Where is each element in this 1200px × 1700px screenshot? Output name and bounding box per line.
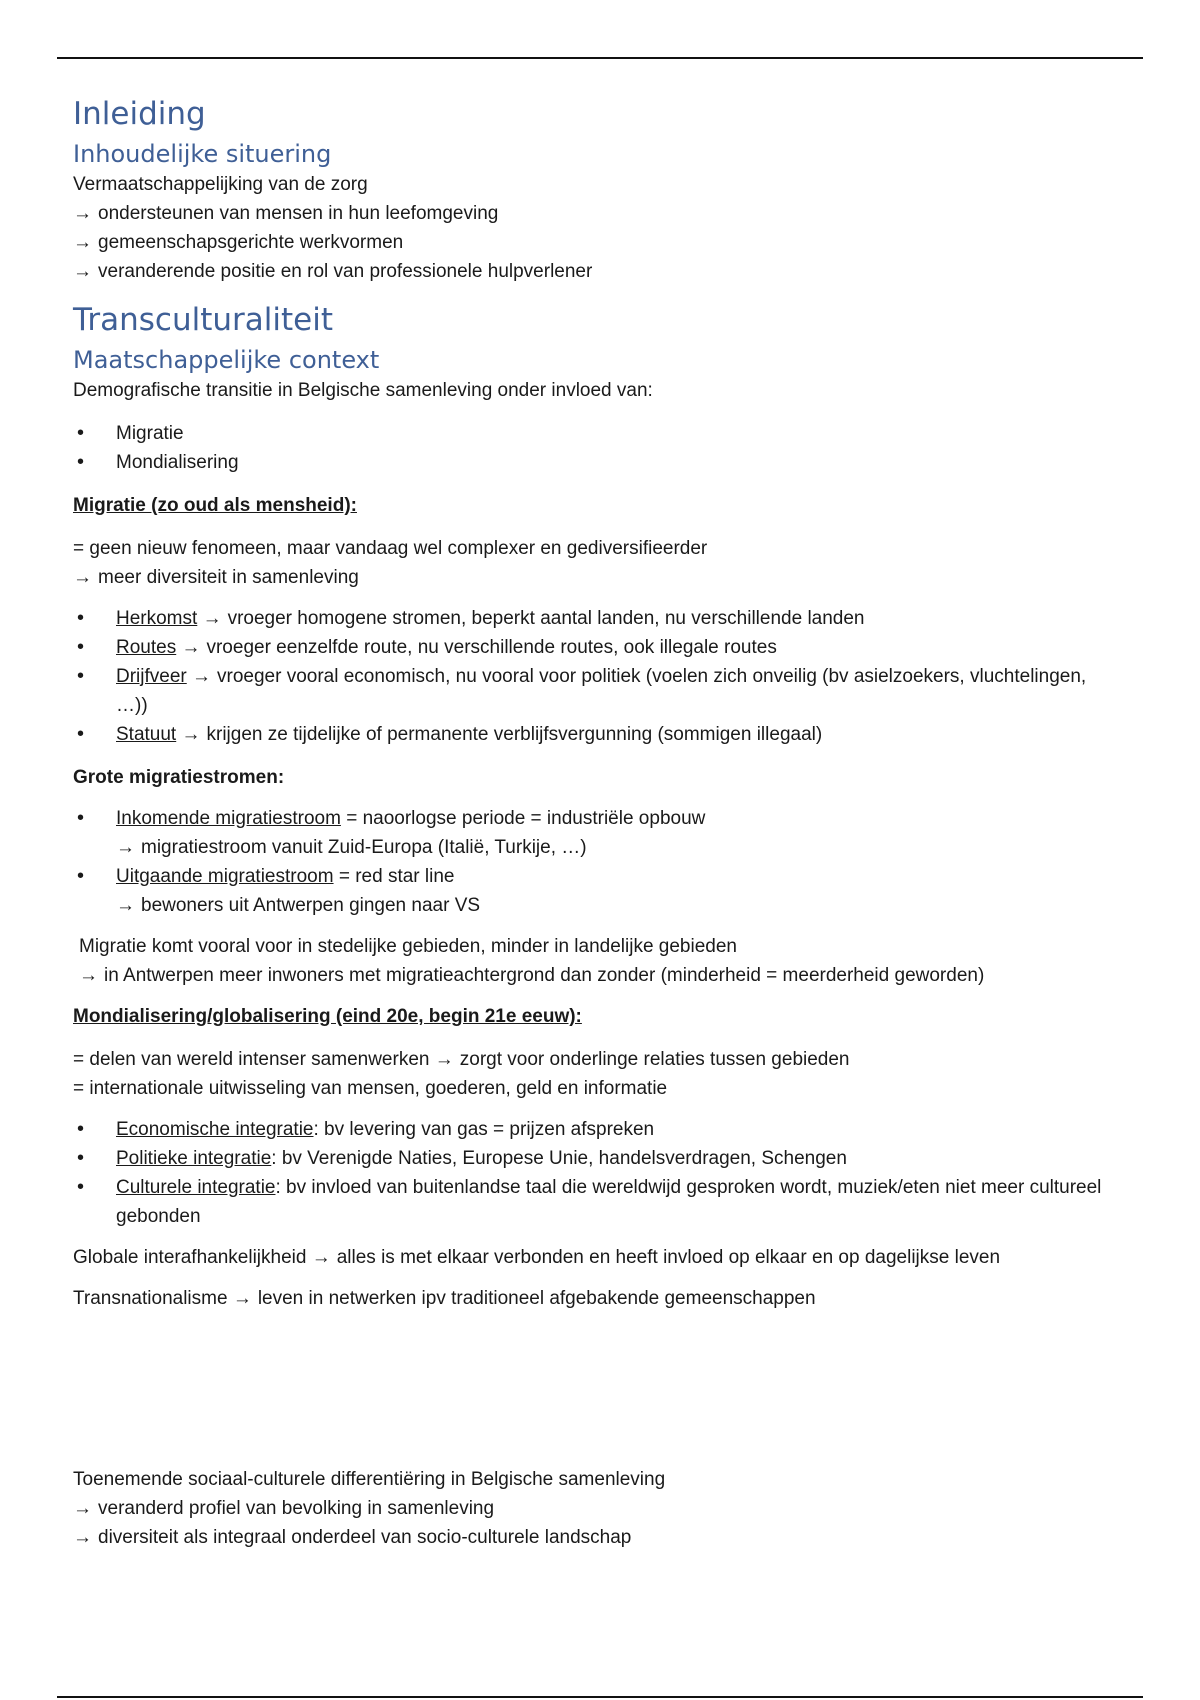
transnationalism-line: Transnationalisme → leven in netwerken ipv traditioneel afgebakende gemeenschappen xyxy=(73,1288,816,1309)
trans-bullet-list xyxy=(73,419,1123,477)
arrow-icon: → xyxy=(192,666,212,687)
heading-inhoudelijke-situering: Inhoudelijke situering xyxy=(73,140,332,168)
list-item: • Herkomst → vroeger homogene stromen, beperkt aantal landen, nu verschillende landen xyxy=(73,604,1123,633)
intro-arrow-line: → gemeenschapsgerichte werkvormen xyxy=(73,232,404,253)
migration-bullet-list xyxy=(73,604,1123,749)
intro-arrow-line: → veranderende positie en rol van professionele hulpverlener xyxy=(73,261,593,282)
closing-lead: Toenemende sociaal-culturele differentiëring in Belgische samenleving xyxy=(73,1469,666,1490)
arrow-icon: → xyxy=(181,637,201,658)
intro-lead: Vermaatschappelijking van de zorg xyxy=(73,174,368,195)
global-bullet-list xyxy=(73,1115,1123,1231)
page-bottom-rule xyxy=(57,1696,1143,1698)
page-top-rule xyxy=(57,57,1143,59)
list-item: • Drijfveer → vroeger vooral economisch, nu vooral voor politiek (voelen zich onveilig (bv asielzoekers, vluchtelingen, …)) xyxy=(73,662,1123,720)
arrow-icon: → xyxy=(434,1049,454,1070)
global-definition-2: = internationale uitwisseling van mensen, goederen, geld en informatie xyxy=(73,1078,668,1099)
arrow-icon: → xyxy=(79,965,98,986)
document-body xyxy=(73,92,1123,1552)
arrow-icon: → xyxy=(73,261,92,282)
arrow-icon: → xyxy=(232,1288,252,1309)
arrow-icon: → xyxy=(73,1498,92,1519)
subheading-grote-migratiestromen: Grote migratiestromen: xyxy=(73,767,285,788)
interdependence-line: Globale interafhankelijkheid → alles is met elkaar verbonden en heeft invloed op elkaar en op dagelijkse leven xyxy=(73,1247,1001,1268)
list-item: • Politieke integratie: bv Verenigde Naties, Europese Unie, handelsverdragen, Schengen xyxy=(73,1144,1123,1173)
migration-definition: = geen nieuw fenomeen, maar vandaag wel complexer en gediversifieerder xyxy=(73,538,708,559)
list-item: • Culturele integratie: bv invloed van buitenlandse taal die wereldwijd gesproken wordt, muziek/eten niet meer cultureel gebonden xyxy=(73,1173,1123,1231)
streams-note: Migratie komt vooral voor in stedelijke gebieden, minder in landelijke gebieden xyxy=(79,936,737,957)
heading-inleiding: Inleiding xyxy=(73,96,206,132)
arrow-icon: → xyxy=(202,608,222,629)
intro-arrow-line: → ondersteunen van mensen in hun leefomgeving xyxy=(73,203,499,224)
migration-arrow-line: → meer diversiteit in samenleving xyxy=(73,567,359,588)
global-definition-1: = delen van wereld intenser samenwerken → zorgt voor onderlinge relaties tussen gebieden xyxy=(73,1049,850,1070)
heading-transculturaliteit: Transculturaliteit xyxy=(73,302,333,338)
arrow-icon: → xyxy=(73,232,92,253)
arrow-icon: → xyxy=(116,837,135,858)
subheading-migratie: Migratie (zo oud als mensheid): xyxy=(73,495,357,516)
subheading-mondialisering: Mondialisering/globalisering (eind 20e, begin 21e eeuw): xyxy=(73,1006,582,1027)
list-item: • Migratie xyxy=(73,419,1123,448)
list-item: • Statuut → krijgen ze tijdelijke of permanente verblijfsvergunning (sommigen illegaal) xyxy=(73,720,1123,749)
arrow-icon: → xyxy=(73,203,92,224)
list-item: • Uitgaande migratiestroom = red star line → bewoners uit Antwerpen gingen naar VS xyxy=(73,862,1123,920)
arrow-icon: → xyxy=(116,895,135,916)
streams-bullet-list xyxy=(73,804,1123,920)
heading-maatschappelijke-context: Maatschappelijke context xyxy=(73,346,380,374)
list-item: • Mondialisering xyxy=(73,448,1123,477)
closing-arrow-line: → veranderd profiel van bevolking in samenleving xyxy=(73,1498,495,1519)
streams-arrow-line: → in Antwerpen meer inwoners met migratieachtergrond dan zonder (minderheid = meerderheid geworden) xyxy=(79,965,985,986)
arrow-icon: → xyxy=(73,567,92,588)
trans-lead: Demografische transitie in Belgische samenleving onder invloed van: xyxy=(73,380,653,401)
list-item: • Inkomende migratiestroom = naoorlogse periode = industriële opbouw → migratiestroom vanuit Zuid-Europa (Italië, Turkije, …) xyxy=(73,804,1123,862)
arrow-icon: → xyxy=(311,1247,331,1268)
closing-arrow-line: → diversiteit als integraal onderdeel van socio-culturele landschap xyxy=(73,1527,632,1548)
list-item: • Routes → vroeger eenzelfde route, nu verschillende routes, ook illegale routes xyxy=(73,633,1123,662)
arrow-icon: → xyxy=(181,724,201,745)
arrow-icon: → xyxy=(73,1527,92,1548)
list-item: • Economische integratie: bv levering van gas = prijzen afspreken xyxy=(73,1115,1123,1144)
